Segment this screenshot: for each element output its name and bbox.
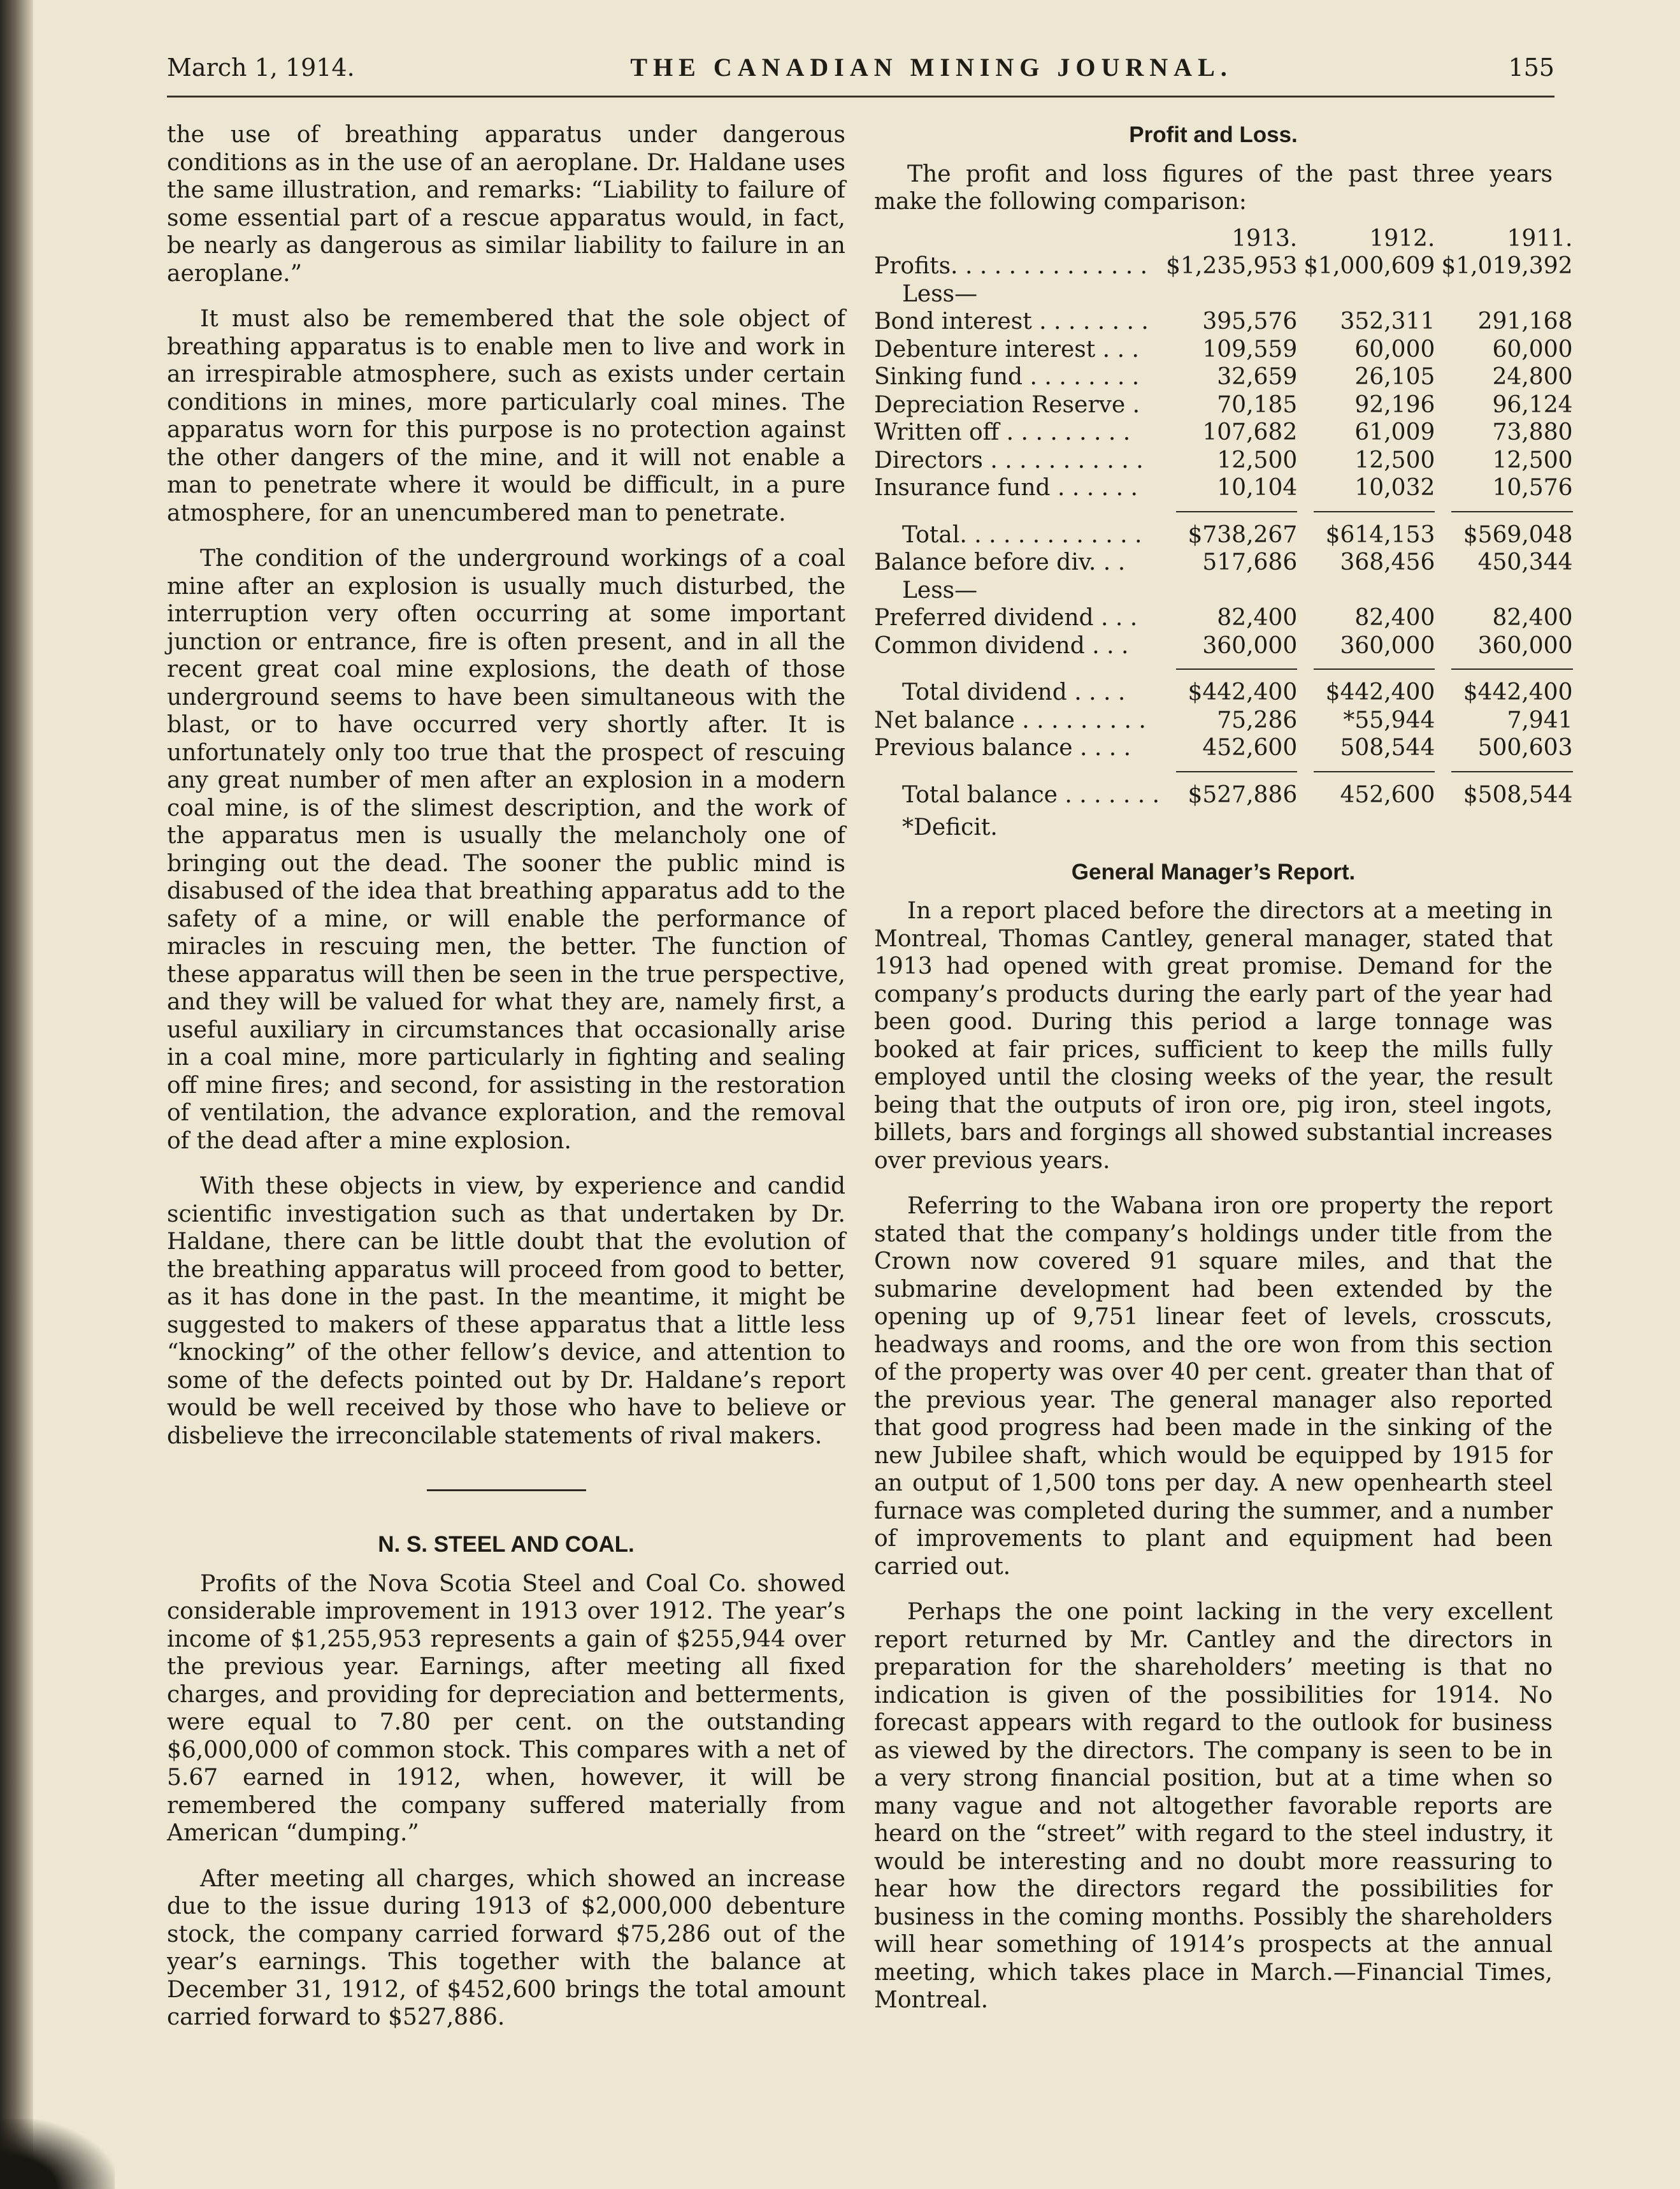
cell: 73,880 (1492, 419, 1573, 445)
cell: 291,168 (1477, 308, 1573, 335)
cell: 517,686 (1202, 549, 1298, 575)
table-row (874, 308, 1573, 336)
table-row (874, 549, 1573, 577)
cell: 360,000 (1202, 632, 1298, 659)
row-label: Less— (902, 280, 978, 307)
cell: $527,886 (1188, 781, 1298, 808)
paragraph: the use of breathing apparatus under dangerous conditions as in the use of an aeroplane. Dr. Haldane uses the same illustration, and remarks: “Liability to failure of some essential part of a rescue apparatus would, in fact, be nearly as dangerous as similar liability to failure in an aeroplane.” (167, 122, 845, 287)
table-row (874, 280, 1573, 308)
issue-date: March 1, 1914. (167, 54, 355, 82)
row-label: Insurance fund . . . . . . (874, 475, 1138, 501)
cell: 368,456 (1340, 549, 1435, 575)
cell: 60,000 (1492, 336, 1573, 363)
cell: 360,000 (1477, 632, 1573, 659)
row-label: Total. . . . . . . . . . . . . (902, 521, 1142, 548)
cell: 92,196 (1354, 391, 1435, 418)
cell: $569,048 (1463, 521, 1573, 548)
cell: $1,235,953 (1166, 253, 1298, 279)
row-label: Directors . . . . . . . . . . . (874, 447, 1144, 473)
row-label: Bond interest . . . . . . . . (874, 308, 1149, 335)
rule-line (1451, 668, 1572, 670)
rule-line (1176, 771, 1297, 772)
cell: 12,500 (1217, 447, 1298, 473)
table-row (874, 363, 1573, 391)
row-label: Profits. . . . . . . . . . . . . . (874, 253, 1148, 279)
table-row (874, 734, 1573, 762)
table-row (874, 679, 1573, 707)
cell: $508,544 (1463, 781, 1573, 808)
table-row (874, 521, 1573, 549)
cell: $442,400 (1188, 679, 1298, 705)
cell: 500,603 (1477, 735, 1573, 761)
table-rule (874, 762, 1573, 781)
cell: 109,559 (1202, 336, 1298, 363)
cell: 12,500 (1492, 447, 1573, 473)
running-header (167, 52, 1554, 97)
year-header: 1912. (1369, 225, 1435, 252)
year-header: 1911. (1507, 225, 1573, 252)
cell: 24,800 (1492, 364, 1573, 390)
row-label: Sinking fund . . . . . . . . (874, 364, 1140, 390)
table-row (874, 252, 1573, 280)
table-row (874, 419, 1573, 447)
rule-line (1176, 511, 1297, 512)
cell: 452,600 (1202, 735, 1298, 761)
row-label: Less— (902, 577, 978, 603)
cell: $614,153 (1325, 521, 1435, 548)
cell: 61,009 (1354, 419, 1435, 445)
table-rule (874, 660, 1573, 679)
row-label: Previous balance . . . . (874, 735, 1131, 761)
section-divider (427, 1489, 586, 1491)
cell: $442,400 (1463, 679, 1573, 705)
paragraph: Perhaps the one point lacking in the very excellent report returned by Mr. Cantley and the directors in preparation for the shareholders’ meeting is that no indication is given of the possibilities for 1914. No forecast appears with regard to the outlook for business as viewed by the directors. The company is seen to be in a very strong financial position, but at a time when so many vague and not altogether favorable reports are heard on the “street” with regard to the steel industry, it would be interesting and no doubt more reassuring to hear how the directors regard the possibilities for business in the coming months. Possibly the shareholders will hear something of 1914’s prospects at the annual meeting, which takes place in March.—Financial Times, Montreal. (874, 1599, 1553, 2013)
paragraph: With these objects in view, by experience and candid scientific investigation such as that undertaken by Dr. Haldane, there can be little doubt that the evolution of the breathing apparatus will proceed from good to better, as it has done in the past. In the meantime, it might be suggested to makers of these apparatus that a little less “knocking” of the other fellow’s device, and attention to some of the defects pointed out by Dr. Haldane’s report would be well received by those who have to believe or disbelieve the irreconcilable statements of rival makers. (167, 1173, 845, 1449)
row-label: Written off . . . . . . . . . (874, 419, 1131, 445)
row-label: Total balance . . . . . . . (902, 781, 1160, 808)
cell: 96,124 (1492, 391, 1573, 418)
cell: 60,000 (1354, 336, 1435, 363)
manager-report-heading: General Manager’s Report. (1071, 859, 1356, 885)
paragraph: Profits of the Nova Scotia Steel and Coal Co. showed considerable improvement in 1913 over 1912. The year’s income of $1,255,953 represents a gain of $255,944 over the previous year. Earnings, after meeting all fixed charges, and providing for depreciation and betterments, were equal to 7.80 per cent. on the outstanding $6,000,000 of common stock. This compares with a net of 5.67 earned in 1912, when, however, it will be remembered the company suffered materially from American “dumping.” (167, 1570, 845, 1846)
rule-line (1451, 511, 1572, 512)
cell: 352,311 (1340, 308, 1435, 335)
cell: 82,400 (1217, 605, 1298, 631)
table-row (874, 707, 1573, 735)
table-row (874, 447, 1573, 475)
rule-line (1314, 668, 1435, 670)
rule-line (1314, 771, 1435, 772)
cell: 508,544 (1340, 735, 1435, 761)
paragraph: It must also be remembered that the sole object of breathing apparatus is to enable men to live and work in an irrespirable atmosphere, such as exists under certain conditions in mines, more particularly coal mines. The apparatus worn for this purpose is no protection against the other dangers of the mine, and it will not enable a man to penetrate where it would be difficult, in a pure atmosphere, for an unencumbered man to penetrate. (167, 306, 845, 526)
cell: $738,267 (1188, 521, 1298, 548)
table-rule (874, 502, 1573, 521)
paragraph: In a report placed before the directors at a meeting in Montreal, Thomas Cantley, general manager, stated that 1913 had opened with great promise. Demand for the company’s products during the early part of the year had been good. During this period a large tonnage was booked at fair prices, sufficient to keep the mills fully employed until the closing weeks of the year, the result being that the outputs of iron ore, pig iron, steel ingots, billets, bars and forgings all showed substantial increases over previous years. (874, 898, 1553, 1174)
row-label: Balance before div. . . (874, 549, 1126, 575)
cell: 82,400 (1492, 605, 1573, 631)
rule-line (1314, 511, 1435, 512)
row-label: Preferred dividend . . . (874, 605, 1138, 631)
rule-line (1451, 771, 1572, 772)
rule-line (1176, 668, 1297, 670)
cell: 360,000 (1340, 632, 1435, 659)
table-row (874, 474, 1573, 502)
cell: 450,344 (1477, 549, 1573, 575)
cell: 75,286 (1217, 707, 1298, 733)
binding-shadow (0, 0, 33, 2189)
table-row (874, 391, 1573, 419)
corner-shadow (0, 2119, 115, 2189)
cell: 107,682 (1202, 419, 1298, 445)
cell: 7,941 (1507, 707, 1573, 733)
cell: 82,400 (1354, 605, 1435, 631)
table-row (874, 604, 1573, 632)
deficit-footnote: *Deficit. (902, 814, 998, 841)
cell: $442,400 (1325, 679, 1435, 705)
table-row (874, 577, 1573, 605)
table-row (874, 336, 1573, 364)
row-label: Common dividend . . . (874, 632, 1129, 659)
row-label: Debenture interest . . . (874, 336, 1139, 363)
journal-title: THE CANADIAN MINING JOURNAL. (630, 53, 1233, 82)
cell: 395,576 (1202, 308, 1298, 335)
section-heading: N. S. STEEL AND COAL. (378, 1532, 635, 1557)
cell: 452,600 (1340, 781, 1435, 808)
table-row (874, 781, 1573, 809)
row-label: Net balance . . . . . . . . . (874, 707, 1146, 733)
header-rule (167, 96, 1554, 98)
cell: $1,000,609 (1303, 253, 1435, 279)
cell: 32,659 (1217, 364, 1298, 390)
cell: 12,500 (1354, 447, 1435, 473)
profit-loss-heading: Profit and Loss. (1129, 122, 1298, 147)
right-column (874, 121, 1573, 2032)
page-number: 155 (1508, 54, 1554, 82)
cell: 10,576 (1492, 475, 1573, 501)
row-label: Depreciation Reserve . (874, 391, 1140, 418)
paragraph: The condition of the underground workings of a coal mine after an explosion is usually much disturbed, the interruption very often occurring at some important junction or entrance, fire is often present, and in all the recent great coal mine explosions, the death of those underground seems to have been simultaneous with the blast, or to have occurred very shortly after. It is unfortunately only too true that the prospect of rescuing any great number of men after an explosion in a modern coal mine, is of the slimest description, and the work of the apparatus men is usually the melancholy one of bringing out the dead. The sooner the public mind is disabused of the idea that breathing apparatus add to the safety of a mine, or will enable the performance of miracles in rescuing men, the better. The function of these apparatus will then be seen in the true perspective, and they will be valued for what they are, namely first, a useful auxiliary in circumstances that occasionally arise in a coal mine, more particularly in fighting and sealing off mine fires; and second, for assisting in the restoration of ventilation, the advance exploration, and the removal of the dead after a mine explosion. (167, 545, 845, 1154)
cell: 10,032 (1354, 475, 1435, 501)
table-row (874, 225, 1573, 253)
left-column (167, 121, 845, 2049)
cell: 26,105 (1354, 364, 1435, 390)
paragraph: The profit and loss figures of the past three years make the following comparison: (874, 161, 1553, 215)
cell: 70,185 (1217, 391, 1298, 418)
paragraph: Referring to the Wabana iron ore property the report stated that the company’s holdings under title from the Crown now covered 91 square miles, and that the submarine development had been extended by the opening up of 9,751 linear feet of levels, crosscuts, headways and rooms, and the ore won from this section of the property was over 40 per cent. greater than that of the previous year. The general manager also reported that good progress had been made in the sinking of the new Jubilee shaft, which would be equipped by 1915 for an output of 1,500 tons per day. A new openhearth steel furnace was completed during the summer, and a number of improvements to plant and equipment had been carried out. (874, 1193, 1553, 1580)
year-header: 1913. (1231, 225, 1298, 252)
profit-loss-table (874, 225, 1573, 809)
row-label: Total dividend . . . . (902, 679, 1126, 705)
cell: 10,104 (1217, 475, 1298, 501)
cell: $1,019,392 (1441, 253, 1573, 279)
paragraph: After meeting all charges, which showed an increase due to the issue during 1913 of $2,000,000 debenture stock, the company carried forward $75,286 out of the year’s earnings. This together with the balance at December 31, 1912, of $452,600 brings the total amount carried forward to $527,886. (167, 1865, 845, 2030)
cell: *55,944 (1343, 707, 1435, 733)
table-row (874, 632, 1573, 660)
